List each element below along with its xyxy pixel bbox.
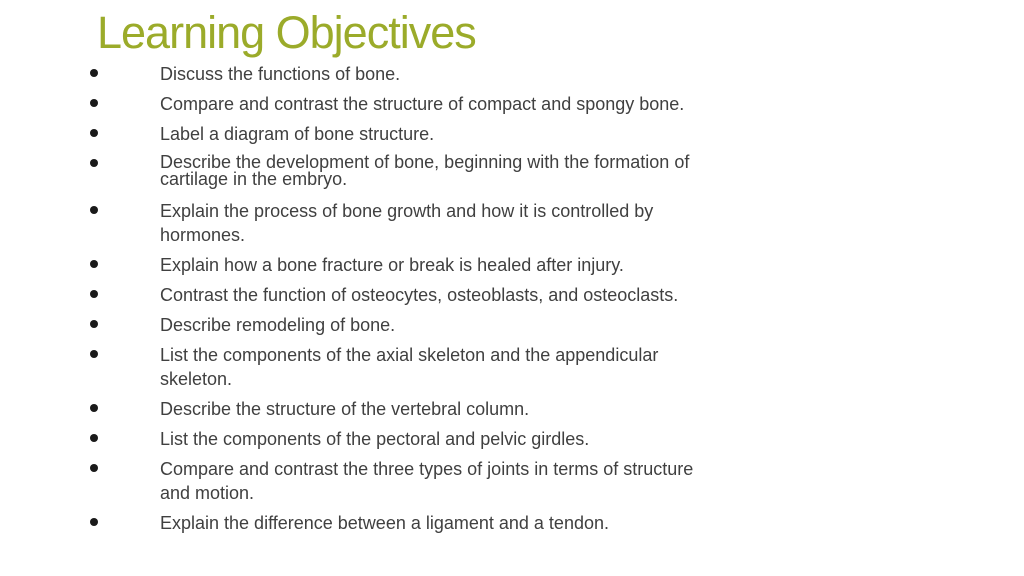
bullet-dot-icon [90, 518, 98, 526]
list-item [0, 150, 720, 197]
bullet-dot-icon [90, 350, 98, 358]
list-item [0, 341, 720, 395]
objective-text: Discuss the functions of bone. [160, 64, 401, 84]
list-item [0, 455, 720, 509]
objective-text: Explain the difference between a ligament and a tendon. [160, 513, 609, 533]
bullet-dot-icon [90, 434, 98, 442]
list-item [0, 281, 720, 311]
list-item [0, 251, 720, 281]
bullet-dot-icon [90, 260, 98, 268]
bullet-dot-icon [90, 99, 98, 107]
objective-text: Compare and contrast the structure of compact and spongy bone. [160, 94, 685, 114]
list-item [0, 120, 720, 150]
bullet-dot-icon [90, 206, 98, 214]
list-item [0, 509, 720, 539]
list-item [0, 90, 720, 120]
objective-text: List the components of the axial skeleton and the appendicular skeleton. [160, 345, 659, 389]
objective-text: Explain how a bone fracture or break is healed after injury. [160, 255, 624, 275]
objective-text: Describe the development of bone, beginning with the formation of cartilage in the embryo. [160, 152, 690, 189]
bullet-dot-icon [90, 129, 98, 137]
list-item [0, 197, 720, 251]
bullet-dot-icon [90, 464, 98, 472]
bullet-dot-icon [90, 320, 98, 328]
objective-text: Label a diagram of bone structure. [160, 124, 435, 144]
objective-text: Describe remodeling of bone. [160, 315, 396, 335]
objective-text: Explain the process of bone growth and how it is controlled by hormones. [160, 201, 654, 245]
slide-title: Learning Objectives [97, 7, 476, 58]
list-item [0, 425, 720, 455]
bullet-dot-icon [90, 69, 98, 77]
list-item [0, 60, 720, 90]
bullet-dot-icon [90, 404, 98, 412]
objective-text: Describe the structure of the vertebral column. [160, 399, 530, 419]
objective-text: Contrast the function of osteocytes, osteoblasts, and osteoclasts. [160, 285, 679, 305]
list-item [0, 311, 720, 341]
objective-text: Compare and contrast the three types of joints in terms of structure and motion. [160, 459, 694, 503]
objectives-list [0, 60, 1024, 539]
objective-text: List the components of the pectoral and pelvic girdles. [160, 429, 590, 449]
list-item [0, 395, 720, 425]
bullet-dot-icon [90, 159, 98, 167]
bullet-dot-icon [90, 290, 98, 298]
